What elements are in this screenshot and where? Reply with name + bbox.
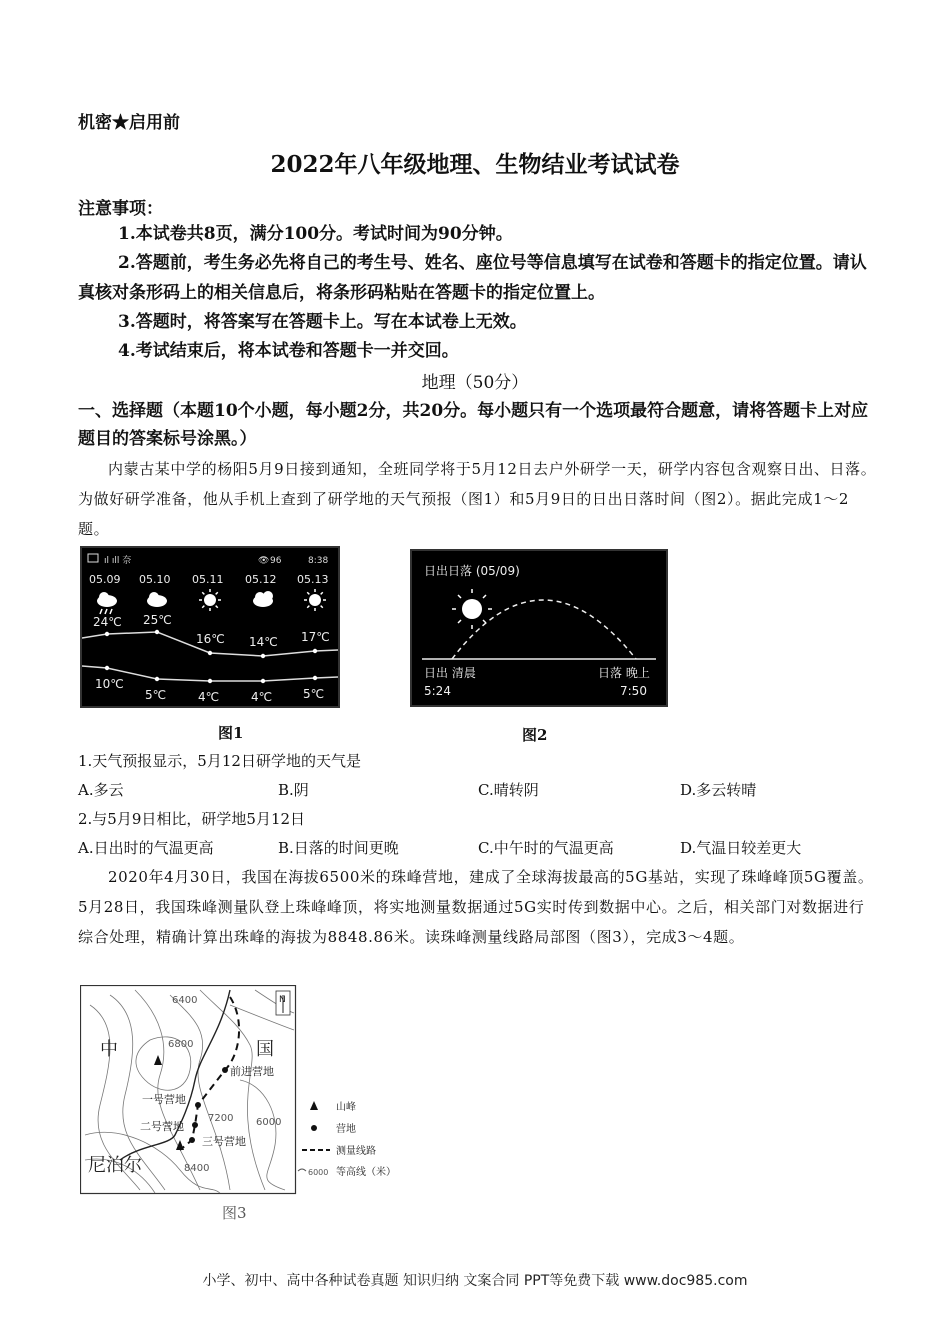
low-temp-point (261, 679, 265, 683)
svg-text:山峰: 山峰 (336, 1102, 356, 1113)
legend-contour-icon (298, 1169, 306, 1171)
label-nepal: 尼泊尔 (88, 1155, 142, 1176)
sunrise-time: 5:24 (424, 684, 451, 698)
label-advance-camp: 前进营地 (230, 1065, 274, 1078)
cloud-icon (147, 592, 167, 607)
camp-advance (222, 1067, 228, 1073)
forecast-date: 05.11 (192, 573, 224, 586)
q1-option-b[interactable]: B.阴 (278, 781, 309, 799)
confidential-mark: 机密★启用前 (78, 113, 180, 133)
svg-text:测量线路: 测量线路 (336, 1146, 376, 1157)
svg-text:营地: 营地 (336, 1124, 356, 1135)
q1-option-c[interactable]: C.晴转阴 (478, 781, 539, 799)
forecast-date: 05.12 (245, 573, 277, 586)
section-title: 地理（50分） (421, 373, 529, 393)
sunset-label: 日落 晚上 (598, 666, 650, 680)
q2-option-a[interactable]: A.日出时的气温更高 (78, 839, 214, 857)
high-temp-point (155, 630, 159, 634)
svg-text:ıl ıll 奈: ıl ıll 奈 (104, 556, 132, 566)
forecast-low-temp: 4℃ (251, 690, 273, 704)
svg-text:7200: 7200 (208, 1113, 234, 1124)
label-china-2: 国 (256, 1039, 274, 1060)
low-temp-point (155, 677, 159, 681)
passage-2: 2020年4月30日，我国在海拔6500米的珠峰营地，建成了全球海拔最高的5G基站，实现了珠峰峰顶5G覆盖。5月28日，我国珠峰测量队登上珠峰峰顶，将实地测量数据通过5G实时传到数据中心。之后，相关部门对数据进行综合处理，精确计算出珠峰的海拔为8848.86米。读珠峰测量线路局部图（图3），完成3～4题。 (78, 868, 874, 946)
legend-peak-icon (310, 1101, 318, 1110)
svg-text:6000: 6000 (256, 1117, 282, 1128)
label-camp-3: 三号营地 (202, 1135, 246, 1148)
q2-option-c[interactable]: C.中午时的气温更高 (478, 839, 614, 857)
sun-icon (304, 589, 326, 611)
figure-2-sunrise-sunset (410, 549, 668, 707)
figure-3-caption: 图3 (222, 1204, 247, 1222)
figure-1-caption: 图1 (218, 724, 244, 742)
camp-2 (192, 1122, 198, 1128)
rain-icon (97, 592, 117, 614)
sun-icon (462, 599, 482, 619)
status-time-text: 8:38 (308, 556, 329, 566)
passage-1: 内蒙古某中学的杨阳5月9日接到通知，全班同学将于5月12日去户外研学一天，研学内容包含观察日出、日落。为做好研学准备，他从手机上查到了研学地的天气预报（图1）和5月9日的日出日落时间（图2）。据此完成1～2题。 (78, 460, 877, 538)
forecast-date: 05.10 (139, 573, 171, 586)
forecast-low-temp: 10℃ (95, 677, 124, 691)
figure-3-map (80, 985, 405, 1200)
forecast-high-temp: 14℃ (249, 635, 278, 649)
high-temp-point (105, 632, 109, 636)
q2-option-d[interactable]: D.气温日较差更大 (680, 839, 802, 857)
figure-2-title: 日出日落 (05/09) (424, 564, 520, 578)
camp-3 (189, 1137, 195, 1143)
map-legend (298, 1100, 396, 1178)
forecast-high-temp: 16℃ (196, 632, 225, 646)
notice-item-4: 4.考试结束后，将本试卷和答题卡一并交回。 (118, 341, 459, 361)
q1-option-a[interactable]: A.多云 (78, 781, 124, 799)
svg-text:6400: 6400 (172, 995, 198, 1006)
svg-text:N: N (279, 995, 286, 1005)
partly-cloudy-icon (253, 591, 273, 607)
status-battery-text: 96 (270, 556, 282, 566)
svg-text:8400: 8400 (184, 1163, 210, 1174)
label-china-1: 中 (100, 1039, 118, 1060)
svg-text:6000: 6000 (308, 1168, 329, 1177)
notice-item-2: 2.答题前，考生务必先将自己的考生号、姓名、座位号等信息填写在试卷和答题卡的指定位置。请认真核对条形码上的相关信息后，将条形码粘贴在答题卡的指定位置上。 (78, 253, 867, 303)
notice-item-1: 1.本试卷共8页，满分100分。考试时间为90分钟。 (118, 224, 513, 244)
forecast-low-temp: 5℃ (303, 687, 325, 701)
forecast-date: 05.09 (89, 573, 121, 586)
figure-2-caption: 图2 (522, 726, 548, 744)
label-camp-2: 二号营地 (140, 1120, 184, 1133)
sunset-time: 7:50 (620, 684, 647, 698)
forecast-low-temp: 5℃ (145, 688, 167, 702)
forecast-date: 05.13 (297, 573, 329, 586)
forecast-high-temp: 25℃ (143, 613, 172, 627)
high-temp-point (208, 651, 212, 655)
low-temp-point (208, 679, 212, 683)
exam-title: 2022年八年级地理、生物结业考试试卷 (270, 151, 680, 178)
low-temp-point (105, 666, 109, 670)
high-temp-point (261, 654, 265, 658)
sun-icon (199, 589, 221, 611)
label-camp-1: 一号营地 (142, 1093, 186, 1106)
forecast-low-temp: 4℃ (198, 690, 220, 704)
footer-ad: 小学、初中、高中各种试卷真题 知识归纳 文案合同 PPT等免费下载 www.doc985.com (202, 1273, 748, 1289)
forecast-high-temp: 24℃ (93, 615, 122, 629)
camp-1 (195, 1102, 201, 1108)
figure-1-weather (80, 546, 340, 708)
question-1-stem: 1.天气预报显示，5月12日研学地的天气是 (78, 752, 361, 770)
low-temp-point (313, 676, 317, 680)
high-temp-point (313, 649, 317, 653)
forecast-high-temp: 17℃ (301, 630, 330, 644)
svg-text:等高线（米）: 等高线（米） (336, 1167, 396, 1178)
svg-text:6800: 6800 (168, 1039, 194, 1050)
part-heading: 一、选择题（本题10个小题，每小题2分，共20分。每小题只有一个选项最符合题意，请将答题卡上对应题目的答案标号涂黑。） (78, 401, 869, 449)
question-2-stem: 2.与5月9日相比，研学地5月12日 (78, 810, 306, 828)
q2-option-b[interactable]: B.日落的时间更晚 (278, 839, 399, 857)
q1-option-d[interactable]: D.多云转晴 (680, 781, 757, 799)
notice-heading: 注意事项： (78, 199, 163, 219)
notice-item-3: 3.答题时，将答案写在答题卡上。写在本试卷上无效。 (118, 312, 527, 332)
sunrise-label: 日出 清晨 (424, 666, 476, 680)
north-arrow (276, 991, 290, 1015)
status-eye-icon: 👁 (258, 556, 270, 566)
legend-camp-icon (311, 1125, 317, 1131)
